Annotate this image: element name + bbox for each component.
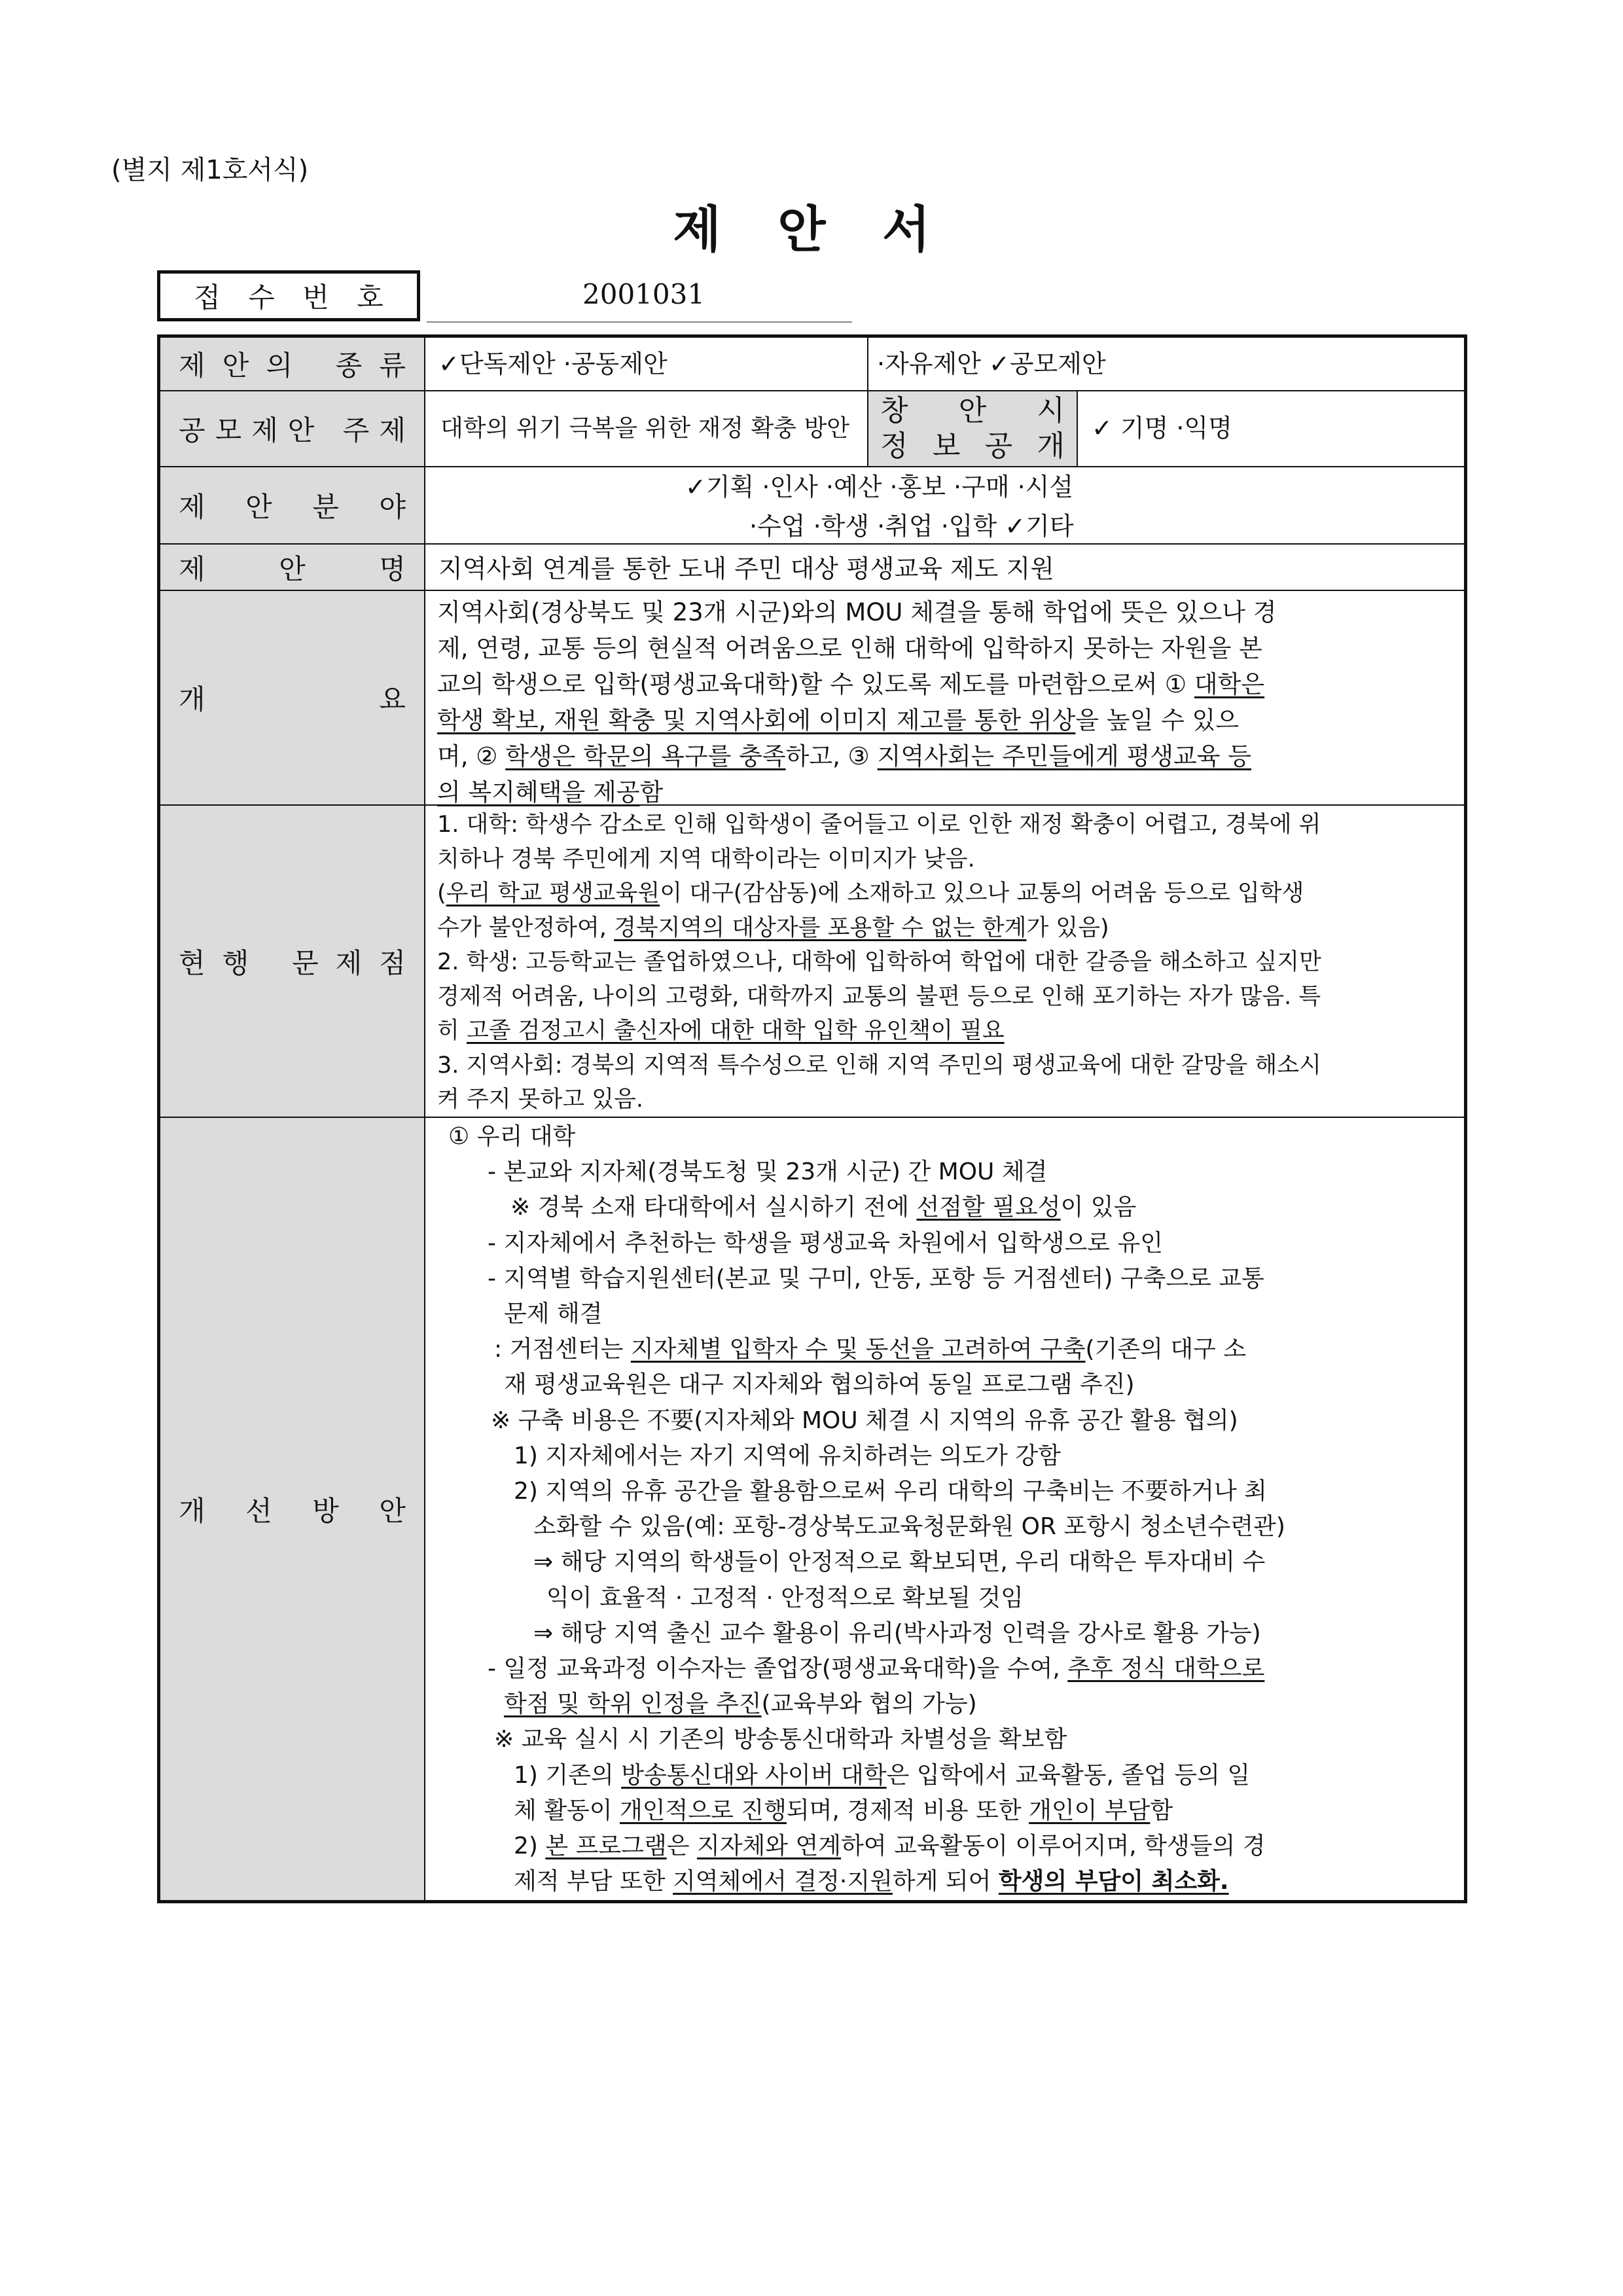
receipt-underline — [427, 321, 852, 323]
field-options-line2: ·수업 ·학생 ·취업 ·입학 ✓기타 — [749, 512, 1074, 541]
proposal-mode-options: ·자유제안 ✓공모제안 — [877, 350, 1106, 378]
receipt-number-label: 접 수 번 호 — [157, 270, 420, 321]
proposal-table — [157, 334, 1467, 1903]
problems-label: 현 행 문 제 점 — [160, 806, 424, 1117]
summary-label: 개 요 — [160, 591, 424, 804]
problems-text: 1. 대학: 학생수 감소로 인해 입학생이 줄어들고 이로 인한 재정 확충이 어렵고, 경북에 위 치하나 경북 주민에게 지역 대학이라는 이미지가 낮음. (우리 학교 평생교육원이 대구(감삼동)에 소재하고 있으나 교통의 어려움 등으로 입학생 수가 불안정하여, 경북지역의 대상자를 포용할 수 없는 한계가 있음) 2. 학생: 고등학교는 졸업하였으나, 대학에 입학하여 학업에 대한 갈증을 해소하고 싶지만 경제적 어려움, 나이의 고령화, 대학까지 교통의 불편 등으로 인해 포기하는 자가 많음. 특 히 고졸 검정고시 출신자에 대한 대학 입학 유인책이 필요 3. 지역사회: 경북의 지역적 특수성으로 인해 지역 주민의 평생교육에 대한 갈망을 해소시 켜 주지 못하고 있음. — [437, 812, 1321, 1113]
column-divider — [1077, 390, 1078, 466]
topic-label: 공 모 제 안 주 제 — [160, 391, 424, 466]
improvements-text: ① 우리 대학 - 본교와 지자체(경북도청 및 23개 시군) 간 MOU 체결 ※ 경북 소재 타대학에서 실시하기 전에 선점할 필요성이 있음 - 지자체에서 추천하는 학생을 평생교육 차원에서 입학생으로 유인 - 지역별 학습지원센터(본교 및 구미, 안동, 포항 등 거점센터) 구축으로 교통 문제 해결 : 거점센터는 지자체별 입학자 수 및 동선을 고려하여 구축(기존의 대구 소 재 평생교육원은 대구 지자체와 협의하여 동일 프로그램 추진) ※ 구축 비용은 不要(지자체와 MOU 체결 시 지역의 유휴 공간 활용 협의) 1) 지자체에서는 자기 지역에 유치하려는 의도가 강함 2) 지역의 유휴 공간을 활용함으로써 우리 대학의 구축비는 不要하거나 최 소화할 수 있음(예: 포항-경상북도교육청문화원 OR 포항시 청소년수련관) ⇒ 해당 지역의 학생들이 안정적으로 확보되면, 우리 대학은 투자대비 수 익이 효율적 · 고정적 · 안정적으로 확보될 것임 ⇒ 해당 지역 출신 교수 활용이 유리(박사과정 인력을 강사로 활용 가능) - 일정 교육과정 이수자는 졸업장(평생교육대학)을 수여, 추후 정식 대학으로 학점 및 학위 인정을 추진(교육부와 협의 가능) ※ 교육 실시 시 기존의 방송통신대학과 차별성을 확보함 1) 기존의 방송통신대와 사이버 대학은 입학에서 교육활동, 졸업 등의 일 체 활동이 개인적으로 진행되며, 경제적 비용 또한 개인이 부담함 2) 본 프로그램은 지자체와 연계하여 교육활동이 이루어지며, 학생들의 경 제적 부담 또한 지역체에서 결정·지원하게 되어 학생의 부담이 최소화. — [448, 1123, 1285, 1895]
type-label: 제 안 의 종 류 — [160, 338, 424, 390]
field-options-line1: ✓기획 ·인사 ·예산 ·홍보 ·구매 ·시설 — [685, 473, 1074, 501]
column-divider — [424, 338, 425, 1903]
summary-text: 지역사회(경상북도 및 23개 시군)와의 MOU 체결을 통해 학업에 뜻은 있으나 경 제, 연령, 교통 등의 현실적 어려움으로 인해 대학에 입학하지 못하는 자원을 본 교의 학생으로 입학(평생교육대학)할 수 있도록 제도를 마련함으로써 ① 대학은 학생 확보, 재원 확충 및 지역사회에 이미지 제고를 통한 위상을 높일 수 있으 며, ② 학생은 학문의 욕구를 충족하고, ③ 지역사회는 주민들에게 평생교육 등 의 복지혜택을 제공함 — [437, 598, 1277, 806]
proposal-name: 지역사회 연계를 통한 도내 주민 대상 평생교육 제도 지원 — [438, 554, 1054, 583]
field-label: 제 안 분 야 — [160, 467, 424, 543]
improvements-label: 개 선 방 안 — [160, 1118, 424, 1900]
row-divider — [160, 466, 1467, 467]
disclosure-label: 창 안 시 정 보 공 개 — [868, 391, 1077, 466]
name-label: 제 안 명 — [160, 545, 424, 590]
proposal-type-options: ✓단독제안 ·공동제안 — [438, 350, 668, 378]
contest-topic: 대학의 위기 극복을 위한 재정 확충 방안 — [440, 415, 850, 442]
row-divider — [160, 390, 1467, 391]
form-annex-label: (별지 제1호서식) — [111, 155, 309, 185]
column-divider — [867, 338, 868, 466]
row-divider — [160, 590, 1467, 591]
disclosure-options: ✓ 기명 ·익명 — [1092, 414, 1232, 442]
receipt-number: 2001031 — [582, 278, 705, 310]
page-title: 제 안 서 — [673, 200, 950, 259]
